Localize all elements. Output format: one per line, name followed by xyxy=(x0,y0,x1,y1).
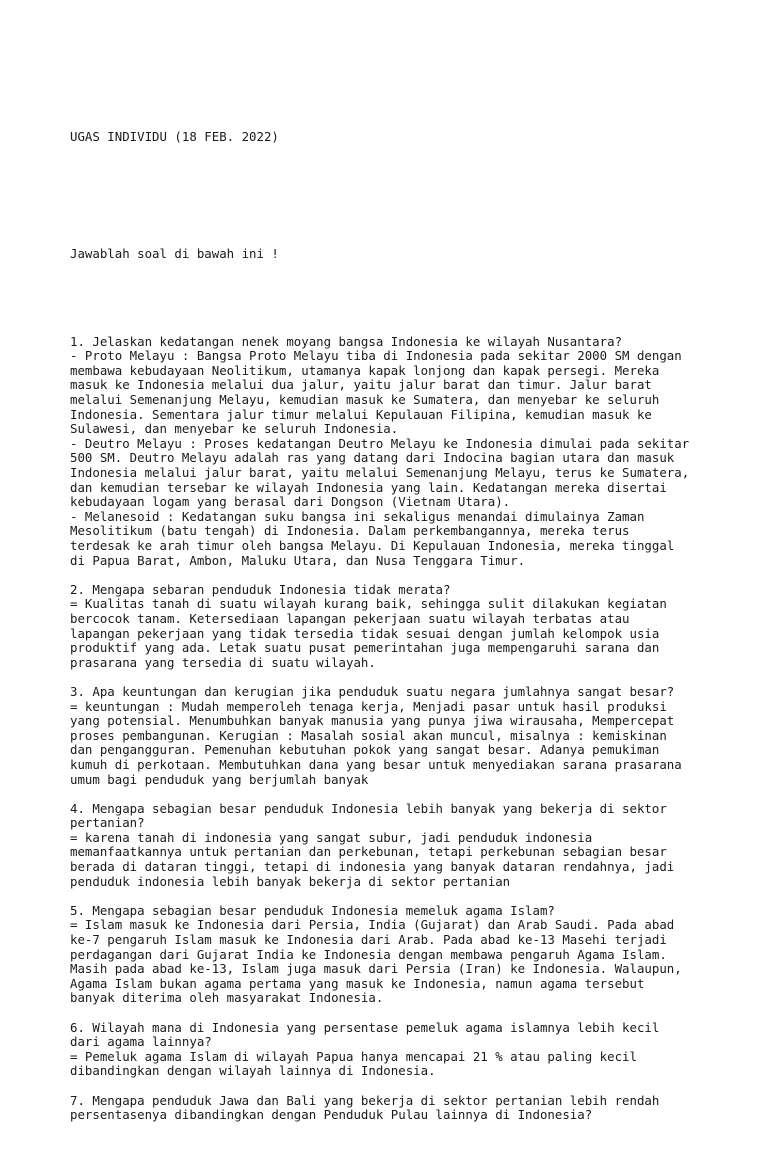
text-line: membawa kebudayaan Neolitikum, utamanya kapak lonjong dan kapak persegi. Mereka xyxy=(70,362,660,378)
text-line: Agama Islam bukan agama pertama yang masuk ke Indonesia, namun agama tersebut xyxy=(70,975,645,991)
text-line: = karena tanah di indonesia yang sangat subur, jadi penduduk indonesia xyxy=(70,829,593,845)
question-block-3 xyxy=(70,685,750,787)
text-line: 1. Jelaskan kedatangan nenek moyang bangsa Indonesia ke wilayah Nusantara? xyxy=(70,333,623,349)
text-line: yang potensial. Menumbuhkan banyak manusia yang punya jiwa wirausaha, Mempercepat xyxy=(70,713,675,729)
text-line: kumuh di perkotaan. Membutuhkan dana yang besar untuk menyediakan sarana prasarana xyxy=(70,756,682,772)
text-line: proses pembangunan. Kerugian : Masalah sosial akan muncul, misalnya : kemiskinan xyxy=(70,727,667,743)
text-line: 500 SM. Deutro Melayu adalah ras yang datang dari Indocina bagian utara dan masuk xyxy=(70,450,675,466)
text-line: berada di dataran tinggi, tetapi di indonesia yang banyak dataran rendahnya, jadi xyxy=(70,859,675,875)
question-list xyxy=(70,335,750,1123)
text-line: dibandingkan dengan wilayah lainnya di Indonesia. xyxy=(70,1063,436,1079)
text-line: = Kualitas tanah di suatu wilayah kurang baik, sehingga sulit dilakukan kegiatan xyxy=(70,596,667,612)
text-line: melalui Semenanjung Melayu, kemudian masuk ke Sumatera, dan menyebar ke seluruh xyxy=(70,392,660,408)
text-line: 4. Mengapa sebagian besar penduduk Indonesia lebih banyak yang bekerja di sektor xyxy=(70,800,667,816)
question-block-4 xyxy=(70,802,750,890)
text-line: kebudayaan logam yang berasal dari Dongson (Vietnam Utara). xyxy=(70,494,511,510)
text-line: umum bagi penduduk yang berjumlah banyak xyxy=(70,771,369,787)
text-line: 5. Mengapa sebagian besar penduduk Indonesia memeluk agama Islam? xyxy=(70,902,555,918)
text-line: - Deutro Melayu : Proses kedatangan Deutro Melayu ke Indonesia dimulai pada sekitar xyxy=(70,435,690,451)
text-line: = Pemeluk agama Islam di wilayah Papua hanya mencapai 21 % atau paling kecil xyxy=(70,1048,637,1064)
text-line: 6. Wilayah mana di Indonesia yang persentase pemeluk agama islamnya lebih kecil xyxy=(70,1019,660,1035)
text-line: prasarana yang tersedia di suatu wilayah. xyxy=(70,654,376,670)
document-title-block xyxy=(70,101,750,174)
text-line: Sulawesi, dan menyebar ke seluruh Indonesia. xyxy=(70,421,399,437)
text-line: - Proto Melayu : Bangsa Proto Melayu tiba di Indonesia pada sekitar 2000 SM dengan xyxy=(70,348,682,364)
question-block-5 xyxy=(70,904,750,1006)
text-line: masuk ke Indonesia melalui dua jalur, yaitu jalur barat dan timur. Jalur barat xyxy=(70,377,652,393)
text-line: dan pengangguran. Pemenuhan kebutuhan pokok yang sangat besar. Adanya pemukiman xyxy=(70,742,660,758)
text-line: Masih pada abad ke-13, Islam juga masuk dari Persia (Iran) ke Indonesia. Walaupun, xyxy=(70,961,682,977)
text-line: memanfaatkannya untuk pertanian dan perkebunan, tetapi perkebunan sebagian besar xyxy=(70,844,667,860)
text-line: penduduk indonesia lebih banyak bekerja di sektor pertanian xyxy=(70,873,511,889)
text-line: perdagangan dari Gujarat India ke Indonesia dengan membawa pengaruh Agama Islam. xyxy=(70,946,667,962)
text-line: lapangan pekerjaan yang tidak tersedia tidak sesuai dengan jumlah kelompok usia xyxy=(70,625,660,641)
text-line: di Papua Barat, Ambon, Maluku Utara, dan Nusa Tenggara Timur. xyxy=(70,552,526,568)
question-block-1 xyxy=(70,335,750,569)
question-block-2 xyxy=(70,583,750,671)
text-line: banyak diterima oleh masyarakat Indonesia. xyxy=(70,990,384,1006)
text-line: bercocok tanam. Ketersediaan lapangan pekerjaan suatu wilayah terbatas atau xyxy=(70,610,630,626)
instruction-text: Jawablah soal di bawah ini ! xyxy=(70,246,279,262)
document-page xyxy=(70,72,750,1152)
text-line: ke-7 pengaruh Islam masuk ke Indonesia dari Arab. Pada abad ke-13 Masehi terjadi xyxy=(70,932,667,948)
text-line: 7. Mengapa penduduk Jawa dan Bali yang bekerja di sektor pertanian lebih rendah xyxy=(70,1092,660,1108)
text-line: Indonesia melalui jalur barat, yaitu melalui Semenanjung Melayu, terus ke Sumatera, xyxy=(70,465,690,481)
document-title: UGAS INDIVIDU (18 FEB. 2022) xyxy=(70,129,279,145)
text-line: pertanian? xyxy=(70,815,145,831)
text-line: Indonesia. Sementara jalur timur melalui Kepulauan Filipina, kemudian masuk ke xyxy=(70,406,652,422)
text-line: dari agama lainnya? xyxy=(70,1034,212,1050)
text-line: 2. Mengapa sebaran penduduk Indonesia tidak merata? xyxy=(70,581,451,597)
text-line: = keuntungan : Mudah memperoleh tenaga kerja, Menjadi pasar untuk hasil produksi xyxy=(70,698,667,714)
text-line: persentasenya dibandingkan dengan Penduduk Pulau lainnya di Indonesia? xyxy=(70,1107,593,1123)
question-block-6 xyxy=(70,1021,750,1079)
text-line: dan kemudian tersebar ke wilayah Indonesia yang lain. Kedatangan mereka disertai xyxy=(70,479,667,495)
text-line: = Islam masuk ke Indonesia dari Persia, India (Gujarat) dan Arab Saudi. Pada abad xyxy=(70,917,675,933)
question-block-7 xyxy=(70,1094,750,1123)
instruction-block xyxy=(70,218,750,291)
text-line: produktif yang ada. Letak suatu pusat pemerintahan juga mempengaruhi sarana dan xyxy=(70,640,660,656)
text-line: terdesak ke arah timur oleh bangsa Melayu. Di Kepulauan Indonesia, mereka tinggal xyxy=(70,538,675,553)
text-line: Mesolitikum (batu tengah) di Indonesia. Dalam perkembangannya, mereka terus xyxy=(70,523,630,539)
text-line: 3. Apa keuntungan dan kerugian jika penduduk suatu negara jumlahnya sangat besar? xyxy=(70,683,675,699)
text-line: - Melanesoid : Kedatangan suku bangsa ini sekaligus menandai dimulainya Zaman xyxy=(70,508,645,524)
